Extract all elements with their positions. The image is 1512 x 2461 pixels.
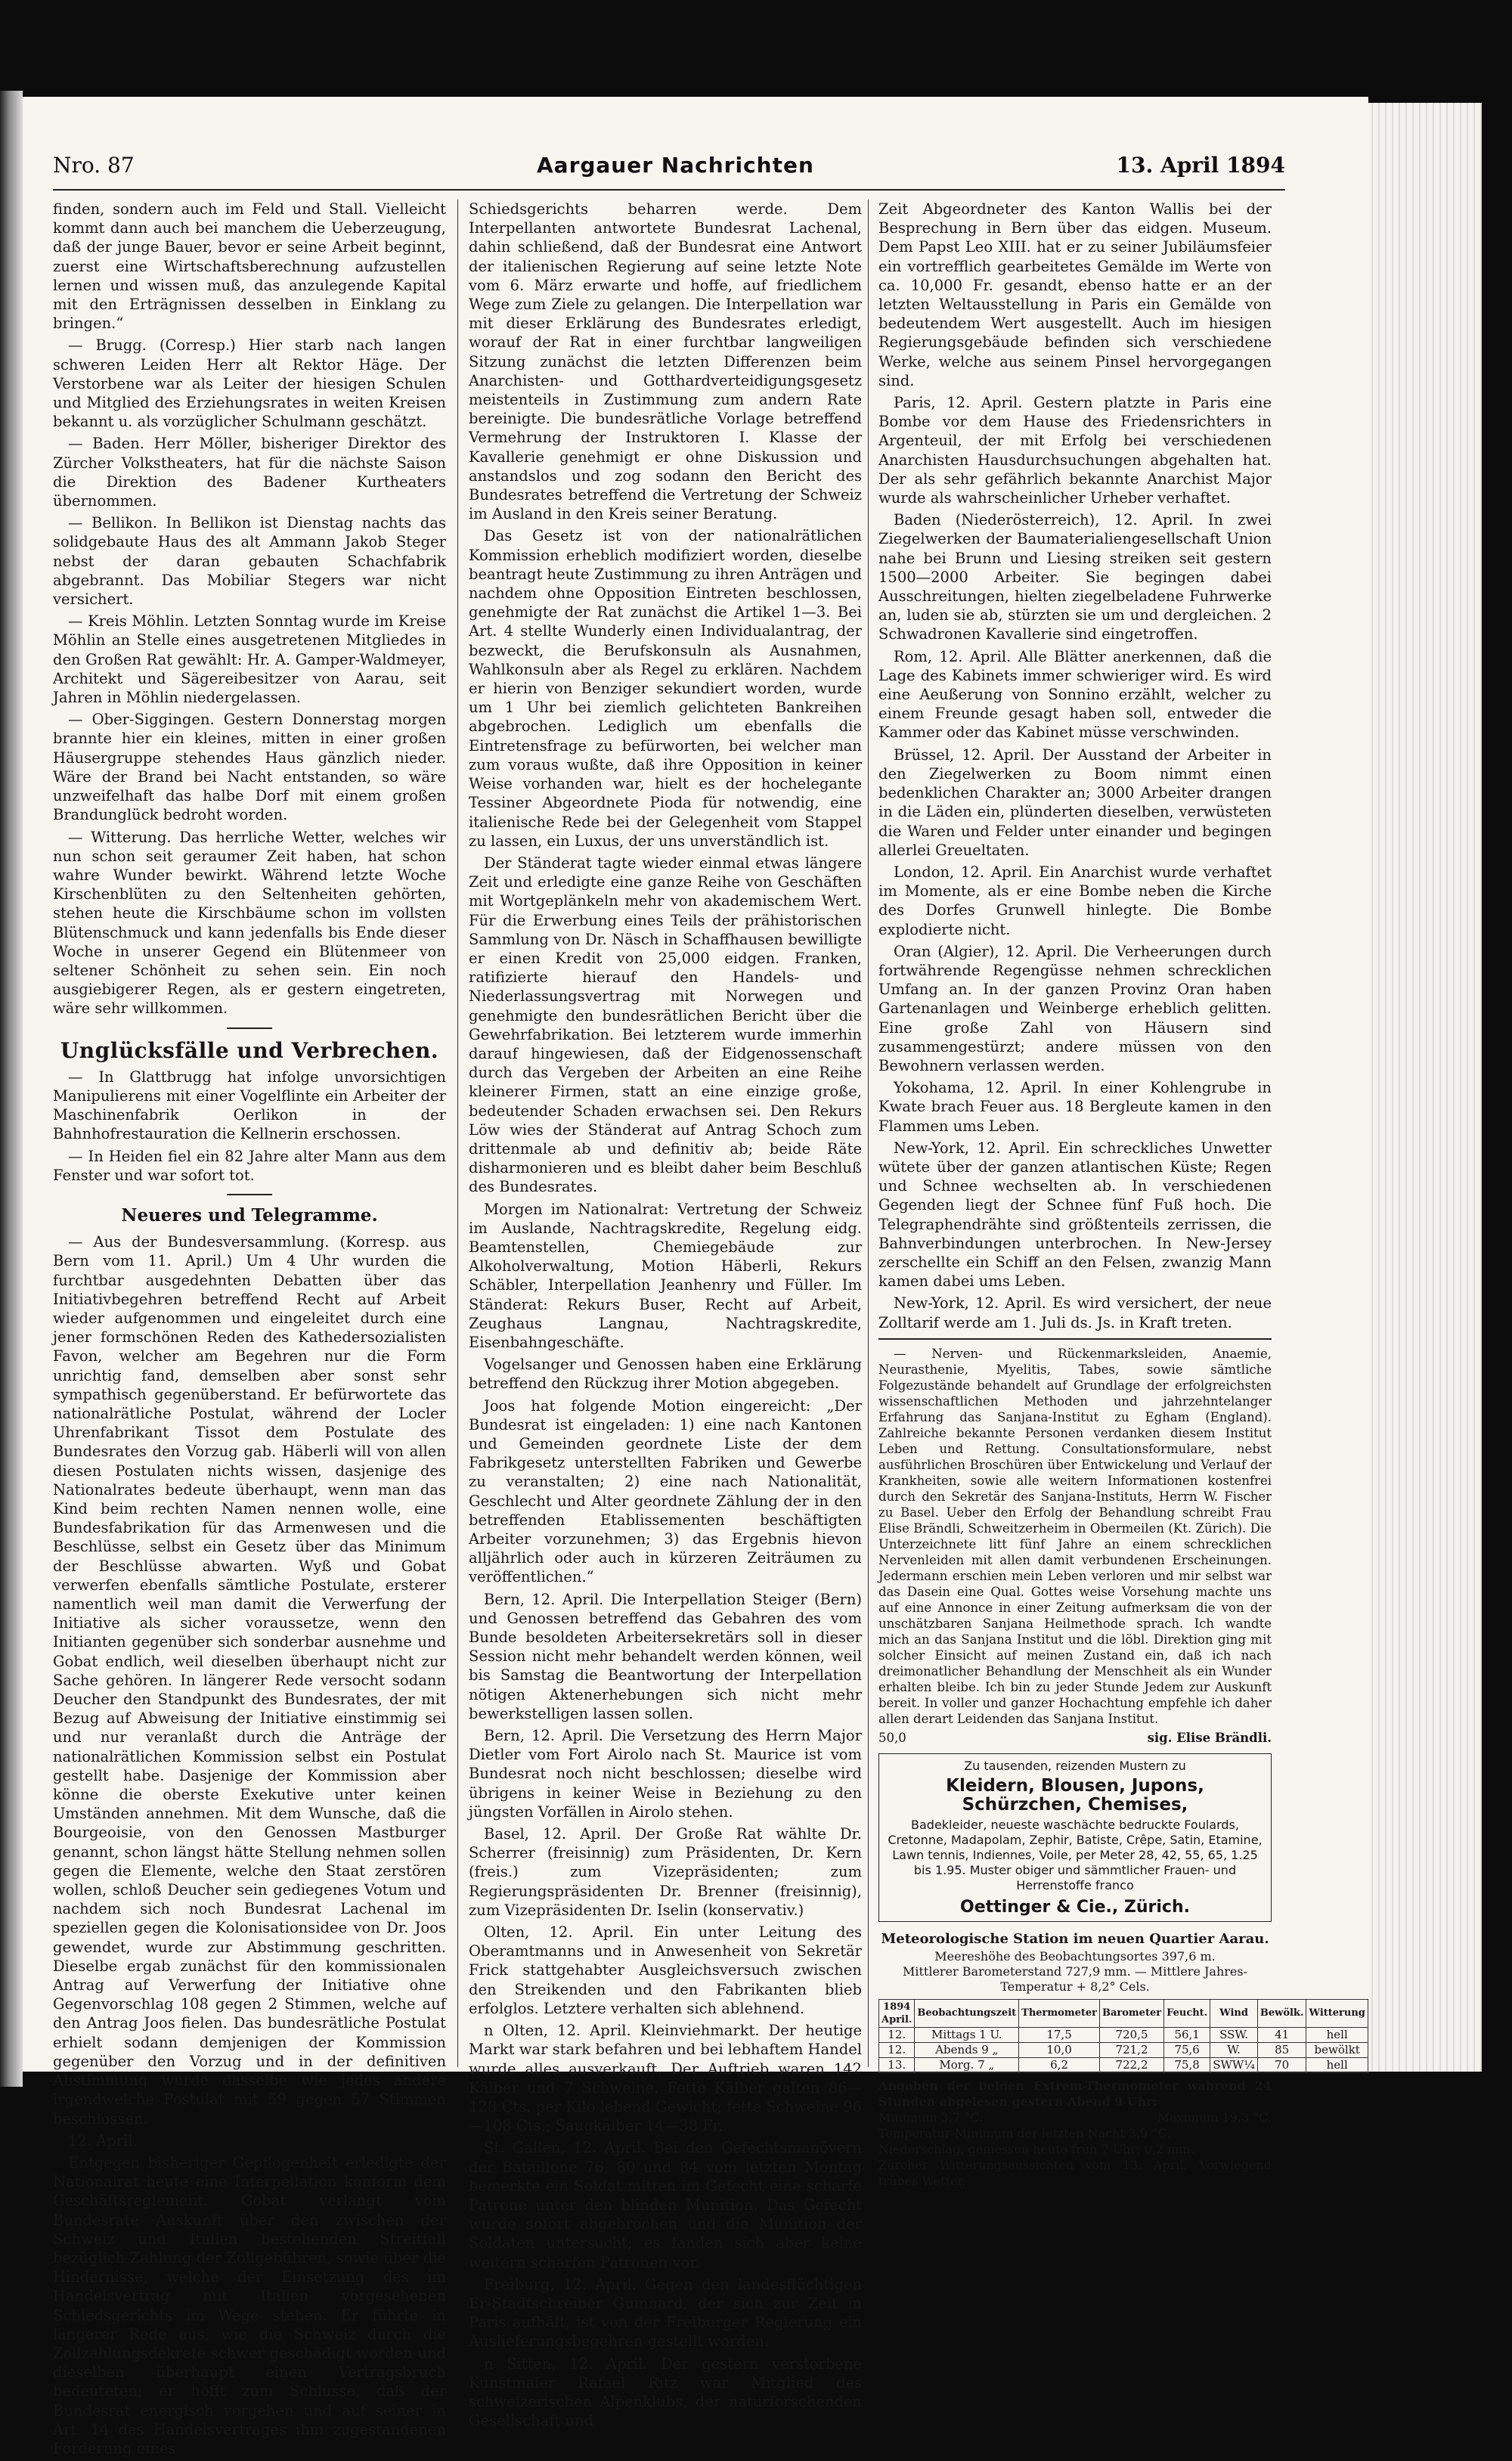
- article-text: — In Heiden fiel ein 82 Jahre alter Mann aus dem Fenster und war sofort tot.: [53, 1147, 446, 1184]
- ad-intro: Zu tausenden, reizenden Mustern zu: [964, 1758, 1186, 1773]
- table-cell: W.: [1210, 2042, 1258, 2057]
- table-cell: bewölkt: [1306, 2042, 1368, 2057]
- table-cell: 13.: [879, 2057, 915, 2072]
- article-text: Basel, 12. April. Der Große Rat wählte Dr. Scherrer (freisinnig) zum Präsidenten, Dr. Kern (freis.) zum Vizepräsidenten; zum Regierungspräsidenten Dr. Brenner (freisinnig), zum Vizepräsidenten Dr. Iselin (konservativ.): [469, 1825, 862, 1919]
- table-row: [879, 2057, 1368, 2072]
- header-cell: 1894 April.: [879, 1999, 915, 2027]
- article-text: — Kreis Möhlin. Letzten Sonntag wurde im Kreise Möhlin an Stelle eines ausgetretenen Mitgliedes in den Großen Rat gewählt: Hr. A. Gamper-Waldmeyer, Architekt und Sägereibesitzer von Aarau, seit Jahren in Möhlin niedergelassen.: [53, 612, 446, 707]
- article-text: finden, sondern auch im Feld und Stall. Vielleicht kommt dann auch bei manchem die Ueberzeugung, daß der junge Bauer, bevor er seine Arbeit beginnt, zuerst eine Wirtschaftsberechnung aufzustellen lernen und wissen muß, das anzulegende Kapital mit den Erträgnissen desselben in Einklang zu bringen.“: [53, 200, 446, 333]
- section-rule: [227, 1027, 272, 1029]
- table-cell: 6,2: [1019, 2057, 1100, 2072]
- weather-meta: Mittlerer Barometerstand 727,9 mm. — Mittlere Jahres-Temperatur + 8,2° Cels.: [902, 1964, 1247, 1994]
- header-rule: [53, 189, 1285, 191]
- table-cell: 56,1: [1164, 2027, 1210, 2042]
- table-cell: SWW¼: [1210, 2057, 1258, 2072]
- article-text: Morgen im Nationalrat: Vertretung der Schweiz im Auslande, Nachtragskredite, Regelung eidg. Beamtenstellen, Chemiegebäude zur Alkoholverwaltung, Motion Häberli, Rekurs Schäbler, Interpellation Jeanhenry und Füller. Im Ständerat: Rekurs Buser, Recht auf Arbeit, Zeughaus Langnau, Nachtragskredite, Eisenbahngeschäfte.: [469, 1200, 862, 1351]
- weather-forecast: Zürcher Witterungsaussichten vom 13. April. Vorwiegend trübes Wetter.: [878, 2157, 1272, 2188]
- header-cell: Thermometer: [1019, 1999, 1100, 2027]
- weather-note: Angaben der beiden Extrem-Thermometer während 24 Stunden abgelesen gestern Abend 9 Uhr:: [878, 2078, 1272, 2109]
- article-text: New-York, 12. April. Ein schreckliches Unwetter wütete über der ganzen atlantischen Küste; Regen und Schnee wechselten ab. In verschiedenen Gegenden liegt der Schnee fünf Fuß hoch. Die Telegraphendrähte sind größtenteils zerrissen, die Bahnverbindungen unterbrochen. In New-Jersey zerschellte ein Schiff an den Felsen, zwanzig Mann kamen dabei ums Leben.: [878, 1139, 1272, 1291]
- table-cell: 10,0: [1019, 2042, 1100, 2057]
- article-text: Das Gesetz ist von der nationalrätlichen Kommission erheblich modifiziert worden, dieselbe beantragt heute Zustimmung zu ihren Anträgen und nachdem ohne Opposition Eintreten beschlossen, genehmigte der Rat zunächst die Artikel 1—3. Bei Art. 4 stellte Wunderly einen Individualantrag, der bezweckt, die Berufskonsuln als Ausnahmen, Wahlkonsuln aber als Regel zu erklären. Nachdem er hierin von Benziger sekundiert worden, wurde um 1 Uhr bei ziemlich gelichteten Bankreihen abgebrochen. Lediglich um ebenfalls die Eintretensfrage zu befürworten, bei welcher man zum voraus wußte, daß ihre Opposition in keiner Weise vorhanden war, hielt es der hochelegante Tessiner Abgeordnete Pioda für notwendig, eine italienische Rede bei der Gelegenheit vom Stappel zu lassen, ein Luxus, der uns unverständlich ist.: [469, 527, 862, 850]
- article-text: Paris, 12. April. Gestern platzte in Paris eine Bombe vor dem Hause des Friedensrichters in Argenteuil, der mit Erfolg bei verschiedenen Anarchisten Hausdurchsuchungen abgehalten hat. Der als sehr gefährlich bekannte Anarchist Major wurde als wahrscheinlicher Urheber verhaftet.: [878, 394, 1272, 507]
- article-text: Vogelsanger und Genossen haben eine Erklärung betreffend den Rückzug ihrer Motion abgegeben.: [469, 1356, 862, 1393]
- table-cell: 722,2: [1099, 2057, 1163, 2072]
- weather-note: Temperatur-Minimum der letzten Nacht 3,9 °C.: [878, 2125, 1171, 2140]
- article-text: Zeit Abgeordneter des Kanton Wallis bei der Besprechung in Bern über das eidgen. Museum. Dem Papst Leo XIII. hat er zu seiner Jubiläumsfeier ein vortrefflich gearbeitetes Gemälde im Werte von ca. 10,000 Fr. gesandt, ebenso hatte er an der letzten Weltausstellung in Paris ein Gemälde von bedeutendem Wert ausgestellt. Auch im hiesigen Regierungsgebäude befinden sich verschiedene Werke, welche aus seinem Pinsel hervorgegangen sind.: [878, 200, 1272, 389]
- article-text: Freiburg, 12. April. Gegen den landesflüchtigen Er-Stadtschreiber Guinnard, der sich zur Zeit in Paris aufhält, ist von der Freiburger Regierung ein Auslieferungsbegehren gestellt worden.: [469, 2275, 862, 2351]
- article-text: 12. April.: [68, 2131, 138, 2150]
- masthead: Aargauer Nachrichten: [537, 153, 814, 178]
- column-2: [469, 200, 862, 2433]
- article-text: Rom, 12. April. Alle Blätter anerkennen, daß die Lage des Kabinets immer schwieriger wird. Es wird eine Aeußerung von Sonnino erzählt, welcher zu einem Freunde gesagt haben soll, entweder die Kammer oder das Kabinet müsse verschwinden.: [878, 647, 1272, 742]
- article-text: — In Glattbrugg hat infolge unvorsichtigen Manipulierens mit einer Vogelflinte ein Arbeiter der Maschinenfabrik Oerlikon in der Bahnhofrestauration die Kellnerin erschossen.: [53, 1068, 446, 1143]
- table-cell: 41: [1257, 2027, 1306, 2042]
- table-cell: Mittags 1 U.: [915, 2027, 1019, 2042]
- ad-rule: [878, 1338, 1272, 1340]
- issue-date: 13. April 1894: [1116, 153, 1285, 178]
- article-text: Schiedsgerichts beharren werde. Dem Interpellanten antwortete Bundesrat Lachenal, dahin schließend, daß der Bundesrat eine Antwort der italienischen Regierung auf seine letzte Note vom 6. März erwarte und hoffe, auf friedlichem Wege zum Ziele zu gelangen. Die Interpellation war mit dieser Erklärung des Bundesrates erledigt, worauf der Rat in einer furchtbar langweiligen Sitzung zunächst die letzten Differenzen beim Anarchisten- und Gotthardverteidigungsgesetz meistenteils in Zustimmung zum andern Rate bereinigte. Die bundesrätliche Vorlage betreffend Vermehrung der Instruktoren I. Klasse der Kavallerie genehmigt er ohne Diskussion und anstandslos und zog sodann den Bericht des Bundesrates betreffend die Vertretung der Schweiz im Ausland in den Kreis seiner Beratung.: [469, 200, 862, 523]
- table-cell: 70: [1257, 2057, 1306, 2072]
- ad-firm: Oettinger & Cie., Zürich.: [960, 1898, 1190, 1917]
- table-cell: 75,6: [1164, 2042, 1210, 2057]
- header-cell: Barometer: [1099, 1999, 1163, 2027]
- article-text: Olten, 12. April. Ein unter Leitung des Oberamtmanns und in Anwesenheit von Sekretär Frick stattgehabter Ausgleichsversuch zwischen den Streikenden und den Fabrikanten blieb erfolglos. Letztere verhalten sich ablehnend.: [469, 1923, 862, 2017]
- article-text: Bern, 12. April. Die Interpellation Steiger (Bern) und Genossen betreffend das Gebahren des vom Bunde besoldeten Arbeitersekretärs soll in dieser Session nicht mehr behandelt werden können, weil bis Samstag die Beantwortung der Interpellation nötigen Aktenerhebungen sich nicht mehr bewerkstelligen lassen sollen.: [469, 1590, 862, 1722]
- weather-extremes: [878, 2109, 1272, 2125]
- weather-meta: Meereshöhe des Beobachtungsortes 397,6 m.: [934, 1948, 1216, 1964]
- header-cell: Beobachtungszeit: [915, 1999, 1019, 2027]
- header-cell: Feucht.: [1164, 1999, 1210, 2027]
- article-text: — Brugg. (Corresp.) Hier starb nach langen schweren Leiden Herr alt Rektor Häge. Der Verstorbene war als Leiter der hiesigen Schulen und Mitglied des Erziehungsrates in weiten Kreisen bekannt u. als vorzüglicher Schulmann geschätzt.: [53, 336, 446, 431]
- ad-code: 50,0: [878, 1730, 906, 1745]
- article-text: Brüssel, 12. April. Der Ausstand der Arbeiter in den Ziegelwerken zu Boom nimmt einen bedenklichen Charakter an; 3000 Arbeiter drangen in die Läden ein, plünderten dieselben, verwüsteten die Waren und Felder unter einander und begingen allerlei Greueltaten.: [878, 745, 1272, 859]
- table-cell: 17,5: [1019, 2027, 1100, 2042]
- article-text: — Aus der Bundesversammlung. (Korresp. aus Bern vom 11. April.) Um 4 Uhr wurden die furchtbar ausgedehnten Debatten über das Initiativbegehren betreffend Recht auf Arbeit wieder aufgenommen und eingeleitet durch eine jener formschönen Reden des Kathedersozialisten Favon, welcher am Begehren nur die Form unrichtig fand, demselben aber sonst sehr sympathisch gegenüberstand. Er befürwortete das nationalrätliche Postulat, während der Locler Uhrenfabrikant Tissot dem Postulate des Bundesrates den Vorzug gab. Häberli will von allen diesen Postulaten nichts wissen, dasjenige des Nationalrates bedeute überhaupt, wenn man das Kind beim rechten Namen nennen wolle, eine Bundesfabrikation für das Armenwesen und die Beschlüsse, selbst ein Gesetz über das Minimum der Beschlüsse abwarten. Wyß und Gobat verwerfen ebenfalls sämtliche Postulate, ersterer namentlich weil man damit die Verwerfung der Initiative als sicher voraussetze, wenn den Initianten gegenüber sich sonderbar ausnehme und Gobat endlich, weil dieselben überhaupt nicht zur Sache gehören. In längerer Rede versocht sodann Deucher den Standpunkt des Bundesrates, der mit Bezug auf Abweisung der Initiative einstimmig sei und nur veranlaßt durch die Anträge der nationalrätlichen Kommission selbst ein Postulat gestellt habe. Dasjenige der Kommission aber könne die oberste Exekutive unter keinen Umständen annehmen. Mit dem Wunsche, daß die Bourgeoisie, von den Genossen Mastburger genannt, schon längst hätte Stellung nehmen sollen gegen die Elemente, welche den Staat zerstören wollen, schloß Deucher sein gediegenes Votum und nachdem sich noch Bundesrat Lachenal im speziellen gegen die Kolonisationsidee von Dr. Joos gewendet, wurde zur Abstimmung geschritten. Dieselbe ergab zunächst für den kommissionalen Antrag auf Verwerfung der Initiative ohne Gegenvorschlag 108 gegen 2 Stimmen, welche auf den Antrag Joos fielen. Das bundesrätliche Postulat erhielt sodann demjenigen der Kommission gegenüber den Vorzug und in der definitiven Abstimmung wurde dasselbe wie jedes andere irgendwelche Postulat mit 59 gegen 57 Stimmen beschlossen.: [53, 1233, 446, 2128]
- weather-note: Niederschlag, gemessen heute früh 7 Uhr: 0,2 mm.: [878, 2141, 1194, 2156]
- column-3: [878, 200, 1365, 2189]
- article-text: n Sitten, 12. April. Der gestern verstorbene Kunstmaler Rafael Ritz war Mitglied des schweizerischen Alpenklubs, der naturforschenden Gesellschaft und: [469, 2354, 862, 2430]
- article-text: — Ober-Siggingen. Gestern Donnerstag morgen brannte hier ein kleines, mitten in einer großen Häusergruppe stehendes Haus gänzlich nieder. Wäre der Brand bei Nacht entstanden, so wäre unzweifelhaft das halbe Dorf mit einem großen Brandunglück bedroht worden.: [53, 711, 446, 824]
- table-cell: Morg. 7 „: [915, 2057, 1019, 2072]
- article-text: Yokohama, 12. April. In einer Kohlengrube in Kwate brach Feuer aus. 18 Bergleute kamen in den Flammen ums Leben.: [878, 1079, 1272, 1135]
- table-cell: 12.: [879, 2027, 915, 2042]
- signature: sig. Elise Brändli.: [1147, 1730, 1272, 1745]
- weather-table-header: [879, 1999, 1368, 2027]
- fabric-advertisement: [878, 1753, 1272, 1923]
- table-cell: 720,5: [1099, 2027, 1163, 2042]
- table-row: [879, 2027, 1368, 2042]
- ad-body: Badekleider, neueste waschächte bedruckte Foulards, Cretonne, Madapolam, Zephir, Batiste, Crêpe, Satin, Etamine, Lawn tennis, Indiennes, Voile, per Meter 28, 42, 55, 65, 1.25 bis 1.95. Muster obiger und sämmtlicher Frauen- und Herrenstoffe franco: [888, 1818, 1263, 1893]
- article-text: Der Ständerat tagte wieder einmal etwas längere Zeit und erledigte eine ganze Reihe von Geschäften mit Wortgeplänkeln mehr von akademischem Wert. Für die Erwerbung eines Teils der prähistorischen Sammlung von Dr. Näsch in Schaffhausen bewilligte er einen Kredit von 25,000 eidgen. Franken, ratifizierte hierauf den Handels- und Niederlassungsvertrag mit Norwegen und genehmigte den bundesrätlichen Bericht über die Gewehrfabrikation. Bei letzterem wurde immerhin darauf hingewiesen, daß der Eidgenossenschaft durch das Vergeben der Arbeiten an eine Reihe kleinerer Firmen, statt an eine einzige große, bedeutender Schaden erwachsen sei. Den Rekurs Löw wies der Ständerat auf Antrag Schoch zum drittenmale ab und definitiv ab; beide Räte disharmonieren und es bleibt daher beim Beschluß des Bundesrates.: [469, 854, 862, 1196]
- weather-table: [878, 1999, 1368, 2073]
- header-cell: Witterung: [1306, 1999, 1368, 2027]
- issue-number: Nro. 87: [53, 153, 135, 178]
- column-divider: [457, 200, 458, 2067]
- left-page-edge: [0, 91, 23, 2087]
- header-cell: Wind: [1210, 1999, 1258, 2027]
- article-text: St. Gallen, 12. April. Bei den Gefechtsmanövern der Bataillone 76, 80 und 84 vom letzten Montag bemerkte ein Soldat mitten im Gefecht eine scharfe Patrone unter den blinden Munition. Das Gefecht wurde sofort abgebrochen und die Munition der Soldaten untersucht; es fanden sich aber keine weitern scharfen Patronen vor.: [469, 2139, 862, 2271]
- table-cell: 85: [1257, 2042, 1306, 2057]
- table-cell: Abends 9 „: [915, 2042, 1019, 2057]
- table-cell: 721,2: [1099, 2042, 1163, 2057]
- article-text: — Bellikon. In Bellikon ist Dienstag nachts das solidgebaute Haus des alt Ammann Jakob Steger nebst der daran gebauten Schachfabrik abgebrannt. Das Mobiliar Stegers war nicht versichert.: [53, 514, 446, 609]
- weather-min: Minimum 3,7 °C.: [878, 2109, 983, 2125]
- signature-line: [878, 1730, 1272, 1746]
- table-cell: 12.: [879, 2042, 915, 2057]
- article-text: Joos hat folgende Motion eingereicht: „Der Bundesrat ist eingeladen: 1) eine nach Kantonen und Gemeinden geordnete Liste der dem Fabrikgesetz unterstellten Fabriken und Gewerbe zu veranstalten; 2) eine nach Nationalität, Geschlecht und Alter geordnete Zählung der in den betreffenden Etablissementen beschäftigten Arbeiter vorzunehmen; 3) das Ergebnis hievon alljährlich oder auch in kürzeren Zeiträumen zu veröffentlichen.“: [469, 1396, 862, 1586]
- weather-max: Maximum 19,3 °C.: [1157, 2109, 1272, 2125]
- article-text: — Witterung. Das herrliche Wetter, welches wir nun schon seit geraumer Zeit haben, hat schon wahre Wunder bewirkt. Während letzte Woche Kirschenblüten zu den Seltenheiten gehörten, stehen heute die Kirschbäume schon im vollsten Blütenschmuck und kann jedenfalls bis Ende dieser Woche in unserer Gegend ein Blütenmeer von seltener Schönheit zu sehen sein. Ein noch ausgiebigerer Regen, als er gestern eingetreten, wäre sehr willkommen.: [53, 828, 446, 1018]
- article-text: New-York, 12. April. Es wird versichert, der neue Zolltarif werde am 1. Juli ds. Js. in Kraft treten.: [878, 1294, 1272, 1331]
- section-heading: Unglücksfälle und Verbrechen.: [60, 1037, 439, 1063]
- table-cell: SSW.: [1210, 2027, 1258, 2042]
- section-rule: [227, 1194, 272, 1195]
- table-cell: hell: [1306, 2027, 1368, 2042]
- article-text: Entgegen bisheriger Gepflogenheit erledigte der Nationalrat heute eine Interpellation konform dem Geschäftsreglement. Gobat verlangt vom Bundesrate Auskunft über den zwischen der Schweiz und Italien bestehenden Streitfall bezüglich Zahlung der Zollgebühren, sowie über die Hindernisse, welche der Einsetzung des im Handelsvertrag mit Italien vorgesehenen Schiedsgerichts im Wege stehen. Er führte in längerer Rede aus, wie die Schweiz durch die Zollzahlungsdekrete schwer geschädigt worden und dieselben überhaupt einen Vertragsbruch bedeuteten; er hofft zum Schlusse, daß der Bundesrat energisch vorgehen und auf seiner in Art. 14 des Handelsvertrages ihm zugestandenen Forderung eines: [53, 2153, 446, 2457]
- article-text: n Olten, 12. April. Kleinviehmarkt. Der heutige Markt war stark befahren und bei lebhaftem Handel wurde alles ausverkauft. Der Auftrieb waren 142 Kälber und 7 Schweine. Fette Kälber galten 86—128 Cts. per Kilo lebend Gewicht; fette Schweine 96—108 Cts.; Saugkälber 14—38 Fr.: [469, 2022, 862, 2135]
- table-cell: hell: [1306, 2057, 1368, 2072]
- section-heading: Neueres und Telegramme.: [121, 1204, 378, 1226]
- article-text: Oran (Algier), 12. April. Die Verheerungen durch fortwährende Regengüsse nehmen schrecklichen Umfang an. In der ganzen Provinz Oran haben Gartenanlagen und Weinberge erheblich gelitten. Eine große Zahl von Häusern sind zusammengestürzt; andere müssen von den Bewohnern verlassen werden.: [878, 942, 1272, 1074]
- header-cell: Bewölk.: [1257, 1999, 1306, 2027]
- table-cell: 75,8: [1164, 2057, 1210, 2072]
- article-text: London, 12. April. Ein Anarchist wurde verhaftet im Momente, als er eine Bombe neben die Kirche des Dorfes Grunwell hinlegte. Die Bombe explodierte nicht.: [878, 863, 1272, 938]
- article-text: Bern, 12. April. Die Versetzung des Herrn Major Dietler vom Fort Airolo nach St. Maurice ist vom Bundesrat noch nicht beschlossen; dieselbe wird übrigens in keiner Weise in Beziehung zu den jüngsten Vorfällen in Airolo stehen.: [469, 1727, 862, 1821]
- table-row: [879, 2042, 1368, 2057]
- article-text: Baden (Niederösterreich), 12. April. In zwei Ziegelwerken der Baumaterialiengesellschaft Union nahe bei Brunn und Liesing streiken seit gestern 1500—2000 Arbeiter. Sie begingen dabei Ausschreitungen, hielten ziegelbeladene Fuhrwerke an, luden sie ab, stürzten sie um und dergleichen. 2 Schwadronen Kavallerie sind eingetroffen.: [878, 511, 1272, 643]
- column-1: [53, 200, 446, 2461]
- page-header: [53, 153, 1285, 183]
- advertisement-text: — Nerven- und Rückenmarksleiden, Anaemie, Neurasthenie, Myelitis, Tabes, sowie sämtliche Folgezustände behandelt auf Grundlage der erfolgreichsten wissenschaftlichen Methoden und jahrzehntelanger Erfahrung das Sanjana-Institut zu Egham (England). Zahlreiche bekannte Personen verdanken diesem Institut Leben und Rettung. Consultationsformulare, nebst ausführlichen Broschüren über Entwickelung und Verlauf der Krankheiten, sowie alle weitern Informationen kostenfrei durch den Sekretär des Sanjana-Instituts, Herrn W. Fischer zu Basel. Ueber den Erfolg der Behandlung schreibt Frau Elise Brändli, Schweitzerheim in Obermeilen (Kt. Zürich). Die Unterzeichnete litt fünf Jahre an einem schrecklichen Nervenleiden mit allen damit verbundenen Erscheinungen. Jedermann erschien mein Leben verloren und mir selbst war das Dasein eine Qual. Gottes weise Vorsehung machte uns auf eine Annonce in einer Zeitung aufmerksam die von der unschätzbaren Sanjana Heilmethode sprach. Ich wandte mich an das Sanjana Institut und die löbl. Direktion ging mit solcher Einsicht auf meinen Zustand ein, daß ich nach dreimonatlicher Behandlung der Menschheit als ein Wunder erhalten bleibe. Ich bin zu jeder Stunde Jedem zur Auskunft bereit. In voller und ganzer Hochachtung empfehle ich daher allen derart Leidenden das Sanjana Institut.: [878, 1346, 1272, 1726]
- newspaper-page: [23, 97, 1368, 2457]
- article-text: — Baden. Herr Möller, bisheriger Direktor des Zürcher Volkstheaters, hat für die nächste Saison die Direktion des Badener Kurtheaters übernommen.: [53, 435, 446, 510]
- column-divider: [868, 200, 869, 2067]
- weather-station-title: Meteorologische Station im neuen Quartier Aarau.: [881, 1931, 1269, 1948]
- ad-title: Kleidern, Blousen, Jupons, Schürzchen, Chemises,: [946, 1775, 1204, 1815]
